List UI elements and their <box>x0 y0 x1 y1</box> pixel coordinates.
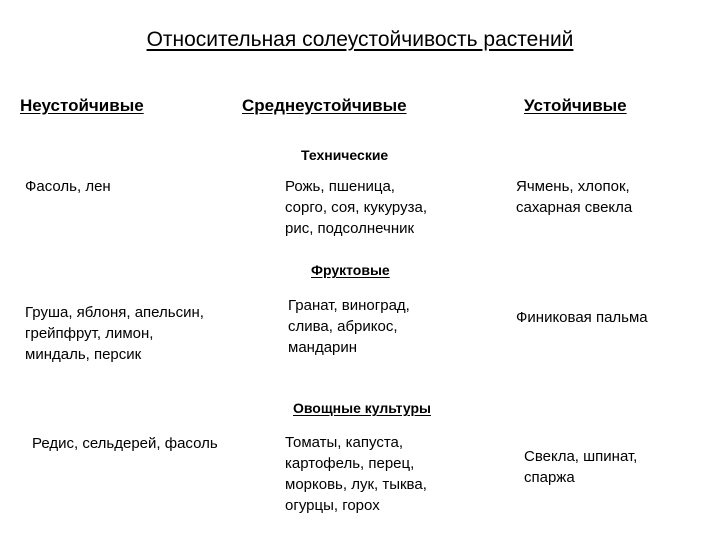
column-header-unstable: Неустойчивые <box>20 96 144 115</box>
fruit-unstable-cell: Груша, яблоня, апельсин, грейпфрут, лимон, миндаль, персик <box>25 304 204 363</box>
column-header-medium: Среднеустойчивые <box>242 96 407 115</box>
section-title-technical: Технические <box>301 147 389 163</box>
vegetables-medium-cell: Томаты, капуста, картофель, перец, морковь, лук, тыква, огурцы, горох <box>285 434 427 514</box>
technical-medium-cell: Рожь, пшеница, сорго, соя, кукуруза, рис, подсолнечник <box>285 178 427 237</box>
column-header-stable: Устойчивые <box>524 96 627 115</box>
section-title-vegetables: Овощные культуры <box>293 400 431 416</box>
page-title: Относительная солеустойчивость растений <box>146 28 574 51</box>
technical-stable-cell: Ячмень, хлопок, сахарная свекла <box>516 178 633 216</box>
technical-unstable-cell: Фасоль, лен <box>25 178 111 195</box>
fruit-stable-cell: Финиковая пальма <box>516 309 648 326</box>
fruit-medium-cell: Гранат, виноград, слива, абрикос, мандарин <box>288 297 410 356</box>
vegetables-unstable-cell: Редис, сельдерей, фасоль <box>32 435 218 452</box>
section-title-fruit: Фруктовые <box>311 262 390 278</box>
vegetables-stable-cell: Свекла, шпинат, спаржа <box>524 448 638 486</box>
